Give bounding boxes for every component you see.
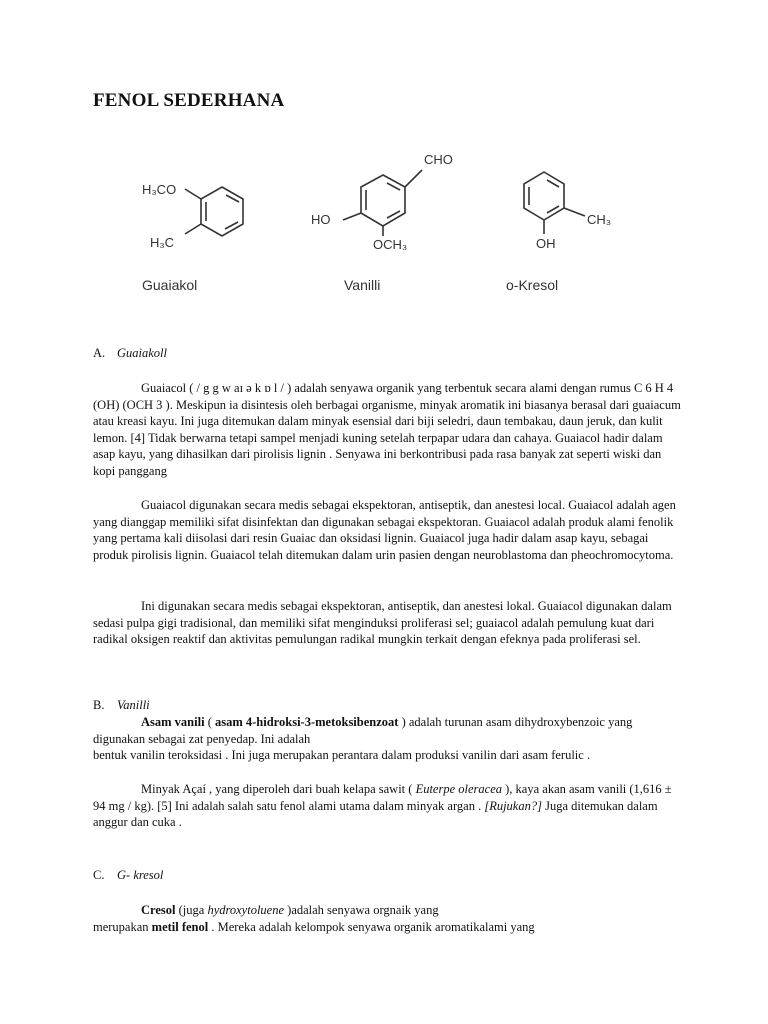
section-b-p1-text-1: ( [204, 715, 215, 729]
vanilli-top-group: CHO [424, 152, 453, 167]
section-b-heading [93, 698, 150, 713]
section-a-paragraph-2 [93, 497, 683, 563]
iupac-name-term: asam 4-hidroksi-3-metoksibenzoat [214, 715, 399, 729]
guaiakol-bottom-group: H₃C [150, 235, 175, 250]
section-a-p2-text: Guaiacol digunakan secara medis sebagai ekspektoran, antiseptik, dan anestesi local. Guaiacol adalah agen yang dianggap memiliki sifat disinfektan dan digunakan sebagai ekspektoran. Guaiacol adalah produk alami fenolik yang pertama kali diisolasi dari resin Guaiac dan oksidasi lignin. Guaiacol juga hadir dalam asap kayu, sebagai produk pirolisis lignin. Guaiacol telah ditemukan dalam urin pasien dengan neuroblastoma dan pheochromocytoma. [93, 498, 676, 562]
citation-needed-link[interactable]: [Rujukan?] [484, 798, 542, 813]
section-c-letter: C. [93, 868, 105, 882]
structures-svg [130, 140, 650, 310]
section-a-letter: A. [93, 346, 106, 360]
kresol-label: o-Kresol [506, 277, 559, 293]
section-a-paragraph-1 [93, 380, 683, 480]
chemical-structures-figure [130, 140, 650, 310]
section-b-p2-text-1: Minyak Açaí , yang diperoleh dari buah kelapa sawit ( [141, 782, 416, 796]
section-a-p1-text: Guaiacol ( / g g w aɪ ə k ɒ l / ) adalah senyawa organik yang terbentuk secara alami dengan rumus C 6 H 4 (OH) (OCH 3 ). Meskipun ia disintesis oleh berbagai organisme, minyak aromatik ini biasanya berasal dari guaiacum atau kreasi kayu. Ini juga ditemukan dalam minyak esensial dari biji seledri, daun tembakau, daun jeruk, dan kulit lemon. [4] Tidak berwarna tetapi sampel menjadi kuning setelah terpapar udara dan cahaya. Guaiacol hadir dalam asap kayu, yang dihasilkan dari pirolisis lignin . Senyawa ini berkontribusi pada rasa banyak zat seperti wiski dan kopi panggang [93, 381, 681, 478]
guaiakol-label: Guaiakol [142, 277, 198, 293]
vanilli-label: Vanilli [344, 277, 381, 293]
methyl-phenol-term: metil fenol [151, 919, 209, 934]
section-c-heading [93, 868, 163, 883]
vanilli-left-group: HO [311, 212, 331, 227]
kresol-right-group: CH₃ [587, 212, 612, 227]
section-a-heading [93, 346, 167, 361]
section-b-p1-text-2: ) adalah turunan asam dihydroxybenzoic yang digunakan sebagai zat penyedap. Ini adalah [93, 715, 633, 746]
vanilli-bottom-group: OCH₃ [373, 237, 408, 252]
kresol-structure [524, 172, 585, 234]
section-b-letter: B. [93, 698, 105, 712]
section-c-p1-text-4: . Mereka adalah kelompok senyawa organik aromatikalami yang [208, 919, 535, 934]
section-a-p3-text: Ini digunakan secara medis sebagai ekspektoran, antiseptik, dan anestesi lokal. Guaiacol digunakan dalam sedasi pulpa gigi tradisional, dan memiliki sifat menginduksi proliferasi sel; guaiacol adalah pemulung kuat dari radikal oksigen reaktif dan aktivitas pemulungan radikal mungkin terkait dengan efeknya pada proliferasi sel. [93, 599, 672, 647]
vanilli-structure [343, 170, 422, 236]
section-b-p2-text-3: Juga ditemukan dalam anggur dan cuka . [93, 798, 658, 830]
section-c-p1-text-1: (juga [175, 903, 208, 917]
section-b-p2-text-2: ), kaya akan asam vanili (1,616 ± 94 mg / kg). [5] Ini adalah salah satu fenol alami utama dalam minyak argan . [93, 782, 672, 813]
section-b-paragraph-2 [93, 781, 683, 831]
guaiakol-structure [185, 187, 243, 236]
species-name: Euterpe oleracea [415, 782, 503, 796]
section-a-title: Guaiakoll [117, 346, 167, 360]
section-b-paragraph-1 [93, 714, 683, 764]
hydroxytoluene-term: hydroxytoluene [207, 903, 285, 917]
section-c-p1-text-3: merupakan [93, 919, 152, 934]
cresol-term: Cresol [141, 903, 176, 917]
page-title: FENOL SEDERHANA [93, 90, 285, 111]
guaiakol-top-group: H₃CO [142, 182, 177, 197]
section-a-paragraph-3 [93, 598, 683, 648]
section-c-paragraph-1 [93, 902, 683, 935]
section-c-p1-text-2: )adalah senyawa orgnaik yang [284, 903, 439, 917]
section-b-title: Vanilli [117, 698, 150, 712]
kresol-bottom-group: OH [536, 236, 556, 251]
vanilic-acid-term: Asam vanili [141, 715, 205, 729]
section-c-title: G- kresol [117, 868, 164, 882]
section-b-p1-text-3: bentuk vanilin teroksidasi . Ini juga merupakan perantara dalam produksi vanilin dari asam ferulic . [93, 748, 591, 763]
